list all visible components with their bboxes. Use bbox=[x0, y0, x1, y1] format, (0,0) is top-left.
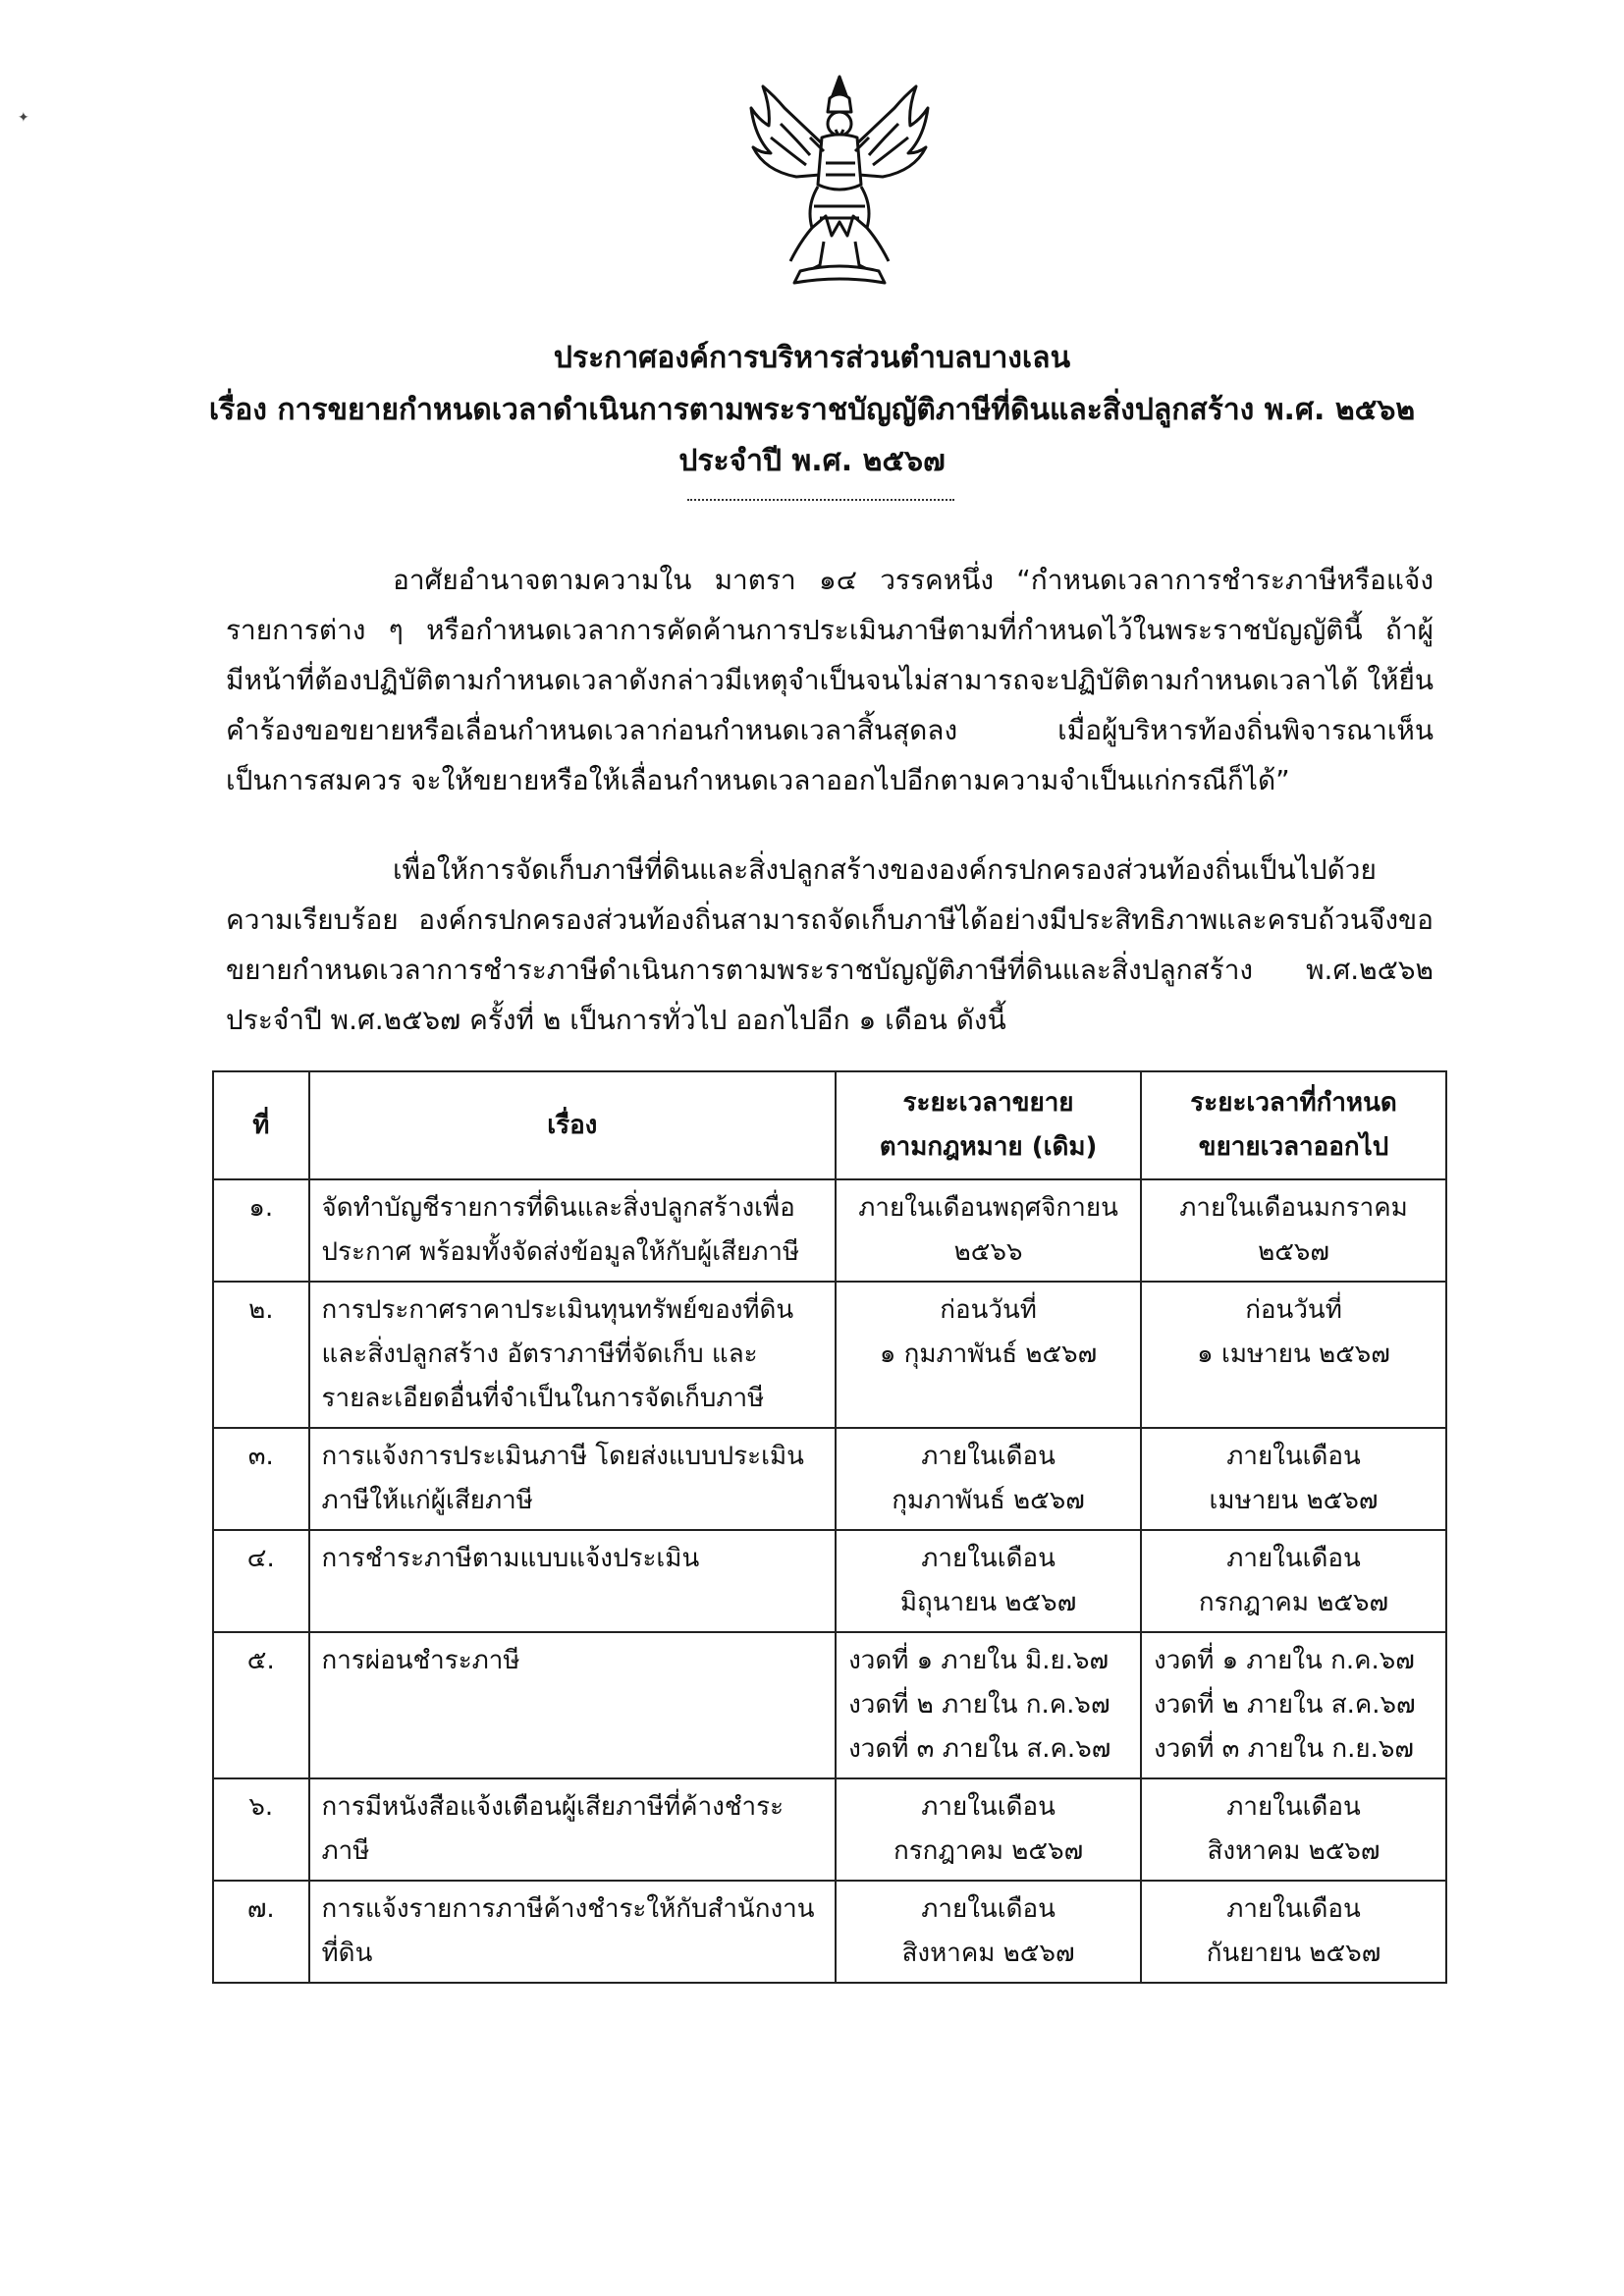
row-extended-period-line: งวดที่ ๓ ภายใน ก.ย.๖๗ bbox=[1154, 1734, 1414, 1764]
row-subject bbox=[309, 1179, 837, 1282]
row-extended-period bbox=[1141, 1778, 1446, 1881]
paragraph-purpose-text: เพื่อให้การจัดเก็บภาษีที่ดินและสิ่งปลูกสร้างขององค์กรปกครองส่วนท้องถิ่นเป็นไปด้วยความเรียบร้อย องค์กรปกครองส่วนท้องถิ่นสามารถจัดเก็บภาษีได้อย่างมีประสิทธิภาพและครบถ้วนจึงขอขยายกำหนดเวลาการชำระภาษีดำเนินการตามพระราชบัญญัติภาษีที่ดินและสิ่งปลูกสร้าง พ.ศ.๒๕๖๒ ประจำปี พ.ศ.๒๕๖๗ ครั้งที่ ๒ เป็นการทั่วไป ออกไปอีก ๑ เดือน ดังนี้ bbox=[226, 853, 1434, 1036]
paragraph-authority-text: อาศัยอำนาจตามความใน มาตรา ๑๔ วรรคหนึ่ง “กำหนดเวลาการชำระภาษีหรือแจ้งรายการต่าง ๆ หรือกำหนดเวลาการคัดค้านการประเมินภาษีตามที่กำหนดไว้ในพระราชบัญญัตินี้ ถ้าผู้มีหน้าที่ต้องปฏิบัติตามกำหนดเวลาดังกล่าวมีเหตุจำเป็นจนไม่สามารถจะปฏิบัติตามกำหนดเวลาได้ ให้ยื่นคำร้องขอขยายหรือเลื่อนกำหนดเวลาก่อนกำหนดเวลาสิ้นสุดลง เมื่อผู้บริหารท้องถิ่นพิจารณาเห็นเป็นการสมควร จะให้ขยายหรือให้เลื่อนกำหนดเวลาออกไปอีกตามความจำเป็นแก่กรณีก็ได้” bbox=[226, 564, 1435, 796]
header-subject: เรื่อง bbox=[309, 1071, 837, 1179]
header-original-period bbox=[836, 1071, 1141, 1179]
row-subject bbox=[309, 1282, 837, 1428]
paragraph-purpose bbox=[226, 845, 1434, 1045]
row-extended-period bbox=[1141, 1428, 1446, 1530]
row-number: ๔. bbox=[213, 1530, 309, 1632]
row-subject-line: ภาษี bbox=[321, 1836, 370, 1866]
row-original-period-line: ภายในเดือนพฤศจิกายน bbox=[858, 1193, 1118, 1223]
row-extended-period bbox=[1141, 1530, 1446, 1632]
row-extended-period-line: งวดที่ ๑ ภายใน ก.ค.๖๗ bbox=[1154, 1646, 1415, 1675]
row-subject-line: การแจ้งรายการภาษีค้างชำระให้กับสำนักงาน bbox=[321, 1894, 815, 1924]
row-original-period-line: ภายในเดือน bbox=[921, 1544, 1056, 1573]
row-subject bbox=[309, 1530, 837, 1632]
row-extended-period-line: ภายในเดือน bbox=[1226, 1544, 1361, 1573]
row-extended-period-line: ๑ เมษายน ๒๕๖๗ bbox=[1197, 1339, 1390, 1369]
row-extended-period-line: ภายในเดือน bbox=[1226, 1792, 1361, 1822]
row-subject bbox=[309, 1428, 837, 1530]
row-subject-line: และสิ่งปลูกสร้าง อัตราภาษีที่จัดเก็บ และ bbox=[321, 1339, 758, 1369]
row-original-period bbox=[836, 1632, 1141, 1778]
header-extended-period bbox=[1141, 1071, 1446, 1179]
table-row bbox=[213, 1282, 1446, 1428]
row-original-period-line: กรกฎาคม ๒๕๖๗ bbox=[893, 1836, 1084, 1866]
row-subject-line: การชำระภาษีตามแบบแจ้งประเมิน bbox=[321, 1544, 700, 1573]
announcement-title: ประกาศองค์การบริหารส่วนตำบลบางเลน bbox=[553, 341, 1071, 375]
row-subject-line: จัดทำบัญชีรายการที่ดินและสิ่งปลูกสร้างเพื่อ bbox=[321, 1193, 795, 1223]
row-subject bbox=[309, 1778, 837, 1881]
row-extended-period-line: ภายในเดือน bbox=[1226, 1442, 1361, 1471]
row-extended-period-line: ๒๕๖๗ bbox=[1258, 1237, 1329, 1267]
row-subject bbox=[309, 1632, 837, 1778]
row-original-period-line: สิงหาคม ๒๕๖๗ bbox=[901, 1939, 1075, 1968]
row-original-period bbox=[836, 1881, 1141, 1983]
row-original-period-line: ภายในเดือน bbox=[921, 1894, 1056, 1924]
paragraph-authority bbox=[226, 555, 1434, 805]
row-extended-period-line: เมษายน ๒๕๖๗ bbox=[1209, 1486, 1379, 1515]
row-extended-period bbox=[1141, 1282, 1446, 1428]
row-extended-period-line: ก่อนวันที่ bbox=[1245, 1295, 1342, 1325]
header-extended-period-line2: ขยายเวลาออกไป bbox=[1198, 1132, 1389, 1162]
row-original-period bbox=[836, 1282, 1141, 1428]
table-row bbox=[213, 1428, 1446, 1530]
row-original-period-line: ๑ กุมภาพันธ์ ๒๕๖๗ bbox=[879, 1339, 1098, 1369]
row-original-period bbox=[836, 1530, 1141, 1632]
row-number: ๑. bbox=[213, 1179, 309, 1282]
row-extended-period-line: กรกฎาคม ๒๕๖๗ bbox=[1198, 1588, 1389, 1617]
row-extended-period bbox=[1141, 1179, 1446, 1282]
table-row bbox=[213, 1530, 1446, 1632]
row-subject-line: การผ่อนชำระภาษี bbox=[321, 1646, 520, 1675]
header-original-period-line1: ระยะเวลาขยาย bbox=[902, 1088, 1074, 1118]
row-original-period-line: ภายในเดือน bbox=[921, 1442, 1056, 1471]
table-header-row bbox=[213, 1071, 1446, 1179]
row-subject-line: ภาษีให้แก่ผู้เสียภาษี bbox=[321, 1486, 533, 1515]
announcement-year: ประจำปี พ.ศ. ๒๕๖๗ bbox=[678, 444, 946, 478]
header-extended-period-line1: ระยะเวลาที่กำหนด bbox=[1190, 1088, 1397, 1118]
row-original-period-line: ๒๕๖๖ bbox=[953, 1237, 1023, 1267]
table-row bbox=[213, 1179, 1446, 1282]
row-extended-period bbox=[1141, 1881, 1446, 1983]
table-body bbox=[213, 1179, 1446, 1983]
row-number: ๓. bbox=[213, 1428, 309, 1530]
row-extended-period-line: ภายในเดือน bbox=[1226, 1894, 1361, 1924]
table-row bbox=[213, 1881, 1446, 1983]
row-number: ๗. bbox=[213, 1881, 309, 1983]
row-original-period bbox=[836, 1179, 1141, 1282]
row-original-period-line: มิถุนายน ๒๕๖๗ bbox=[899, 1588, 1077, 1617]
row-original-period-line: งวดที่ ๓ ภายใน ส.ค.๖๗ bbox=[848, 1734, 1111, 1764]
row-subject-line: การแจ้งการประเมินภาษี โดยส่งแบบประเมิน bbox=[321, 1442, 804, 1471]
row-extended-period-line: งวดที่ ๒ ภายใน ส.ค.๖๗ bbox=[1154, 1690, 1416, 1720]
row-number: ๒. bbox=[213, 1282, 309, 1428]
row-original-period-line: ก่อนวันที่ bbox=[940, 1295, 1037, 1325]
row-subject bbox=[309, 1881, 837, 1983]
row-original-period bbox=[836, 1778, 1141, 1881]
row-original-period-line: งวดที่ ๒ ภายใน ก.ค.๖๗ bbox=[848, 1690, 1110, 1720]
table-row bbox=[213, 1632, 1446, 1778]
table-row bbox=[213, 1778, 1446, 1881]
row-subject-line: ประกาศ พร้อมทั้งจัดส่งข้อมูลให้กับผู้เสียภาษี bbox=[321, 1237, 800, 1267]
row-number: ๖. bbox=[213, 1778, 309, 1881]
row-extended-period bbox=[1141, 1632, 1446, 1778]
row-original-period bbox=[836, 1428, 1141, 1530]
row-subject-line: การมีหนังสือแจ้งเตือนผู้เสียภาษีที่ค้างชำระ bbox=[321, 1792, 785, 1822]
row-subject-line: การประกาศราคาประเมินทุนทรัพย์ของที่ดิน bbox=[321, 1295, 794, 1325]
scan-speck: ✦ bbox=[18, 110, 29, 126]
row-subject-line: ที่ดิน bbox=[321, 1939, 373, 1968]
header-num: ที่ bbox=[213, 1071, 309, 1179]
title-divider bbox=[687, 499, 954, 501]
row-number: ๕. bbox=[213, 1632, 309, 1778]
row-extended-period-line: ภายในเดือนมกราคม bbox=[1179, 1193, 1408, 1223]
row-original-period-line: ภายในเดือน bbox=[921, 1792, 1056, 1822]
row-original-period-line: งวดที่ ๑ ภายใน มิ.ย.๖๗ bbox=[848, 1646, 1110, 1675]
row-extended-period-line: กันยายน ๒๕๖๗ bbox=[1206, 1939, 1381, 1968]
schedule-table bbox=[212, 1070, 1447, 1984]
row-subject-line: รายละเอียดอื่นที่จำเป็นในการจัดเก็บภาษี bbox=[321, 1384, 765, 1413]
garuda-emblem-icon bbox=[741, 69, 938, 295]
announcement-subject: เรื่อง การขยายกำหนดเวลาดำเนินการตามพระราชบัญญัติภาษีที่ดินและสิ่งปลูกสร้าง พ.ศ. ๒๕๖๒ bbox=[208, 393, 1416, 427]
row-extended-period-line: สิงหาคม ๒๕๖๗ bbox=[1207, 1836, 1380, 1866]
header-original-period-line2: ตามกฎหมาย (เดิม) bbox=[879, 1132, 1098, 1162]
row-original-period-line: กุมภาพันธ์ ๒๕๖๗ bbox=[892, 1486, 1085, 1515]
